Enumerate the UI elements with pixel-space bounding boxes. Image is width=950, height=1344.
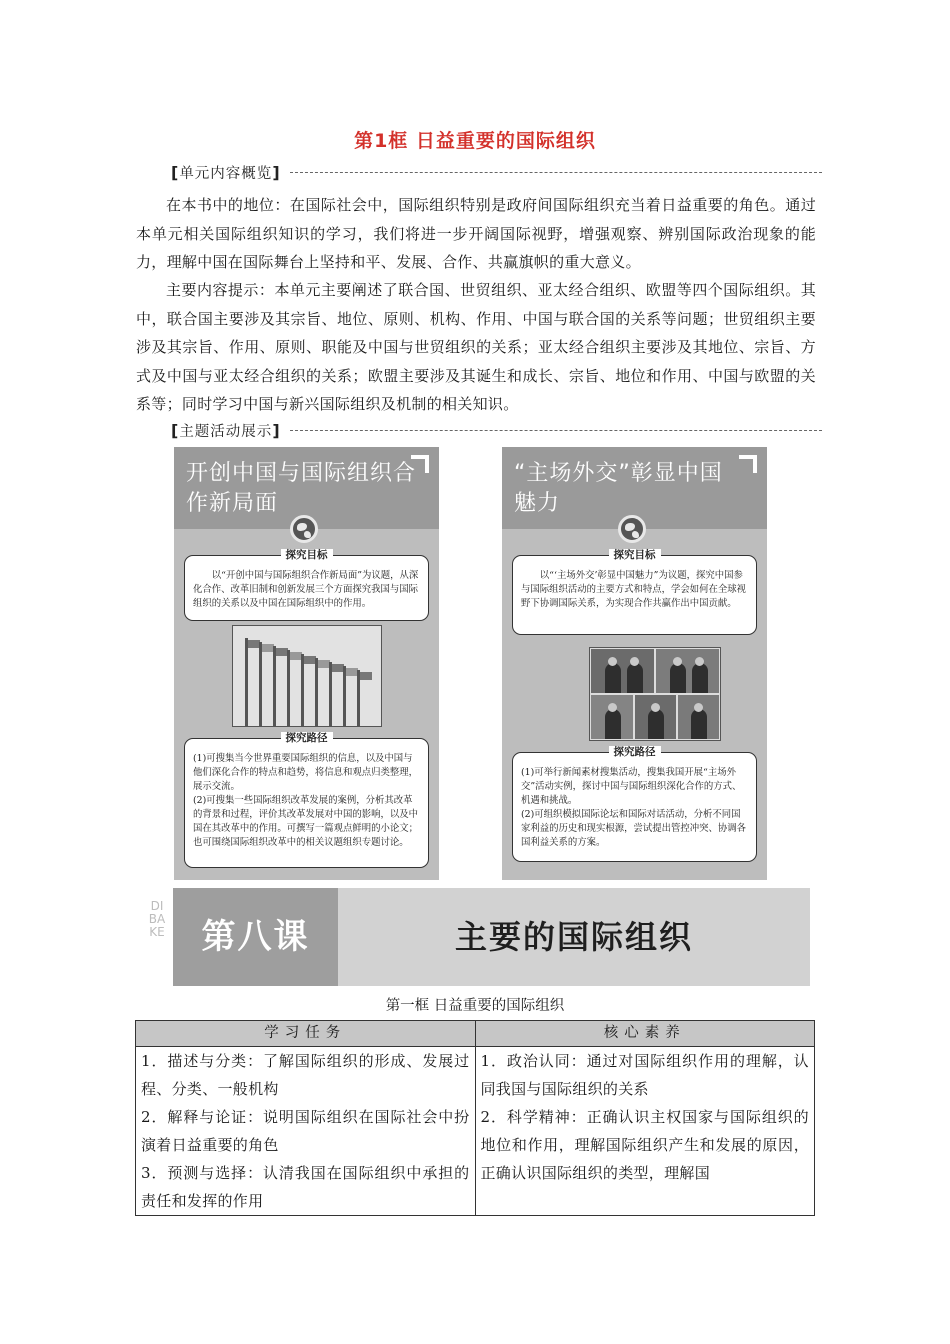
learning-tasks-cell — [136, 1047, 476, 1216]
literacy-item: 2．科学精神：正确认识主权国家与国际组织的地位和作用，理解国际组织产生和发展的原因，正确认识国际组织的类型，理解国 — [480, 1108, 809, 1182]
goal-text: 以“‘主场外交’彰显中国魅力”为议题，探究中国参与国际组织活动的主要方式和特点，学会如何在全球视野下协调国际关系，为实现合作共赢作出中国贡献。 — [521, 570, 747, 609]
activity-panel-2 — [502, 447, 767, 880]
header-core-literacy: 核心素养 — [475, 1021, 815, 1047]
task-item: 1．描述与分类：了解国际组织的形成、发展过程、分类、一般机构 — [141, 1052, 470, 1098]
path-box — [184, 732, 429, 868]
path-item-2: (2)可搜集一些国际组织改革发展的案例，分析其改革的背景和过程，评价其改革发展对中国的影响，以及中国在其改革中的作用。可撰写一篇观点鲜明的小论文；也可围绕国际组织改革中的相关议题组织专题讨论。 — [193, 795, 419, 848]
overview-paragraph-position: 在本书中的地位：在国际社会中，国际组织特别是政府间国际组织充当着日益重要的角色。通过本单元相关国际组织知识的学习，我们将进一步开阔国际视野，增强观察、辨别国际政治现象的能力，理解中国在国际舞台上坚持和平、发展、合作、共赢旗帜的重大意义。 — [136, 196, 816, 271]
flags-photo — [232, 625, 382, 727]
section-tag-label: [主题活动展示] — [171, 420, 281, 440]
dashed-divider — [290, 172, 822, 173]
path-item-1: (1)可举行新闻素材搜集活动，搜集我国开展“主场外交”活动实例，探讨中国与国际组织深化合作的方式、机遇和挑战。 — [521, 767, 742, 806]
task-item: 2．解释与论证：说明国际组织在国际社会中扮演着日益重要的角色 — [141, 1108, 470, 1154]
goal-text: 以“开创中国与国际组织合作新局面”为议题，从深化合作、改革旧制和创新发展三个方面探究我国与国际组织的关系以及中国在国际组织中的作用。 — [193, 570, 419, 609]
goal-box — [512, 549, 757, 635]
path-item-1: (1)可搜集当今世界重要国际组织的信息，以及中国与他们深化合作的特点和趋势，将信息和观点归类整理，展示交流。 — [193, 753, 419, 792]
dashed-divider — [290, 430, 822, 431]
goal-label: 探究目标 — [513, 548, 756, 563]
diplomacy-photo-collage — [589, 647, 721, 741]
tasks-table — [135, 1020, 815, 1216]
panel-heading: “主场外交”彰显中国魅力 — [514, 461, 723, 516]
goal-box — [184, 549, 429, 621]
goal-label: 探究目标 — [185, 548, 428, 563]
path-label: 探究路径 — [513, 745, 756, 760]
lesson-number: 第八课 — [173, 888, 338, 986]
lesson-banner — [141, 888, 810, 986]
banner-side-text: DIBAKE — [148, 899, 166, 939]
literacy-item: 1．政治认同：通过对国际组织作用的理解，认同我国与国际组织的关系 — [480, 1052, 809, 1098]
globe-icon — [618, 515, 646, 543]
path-box — [512, 746, 757, 862]
page-title: 第1框 日益重要的国际组织 — [354, 130, 596, 152]
panel-heading: 开创中国与国际组织合作新局面 — [186, 461, 417, 516]
corner-arrow-icon — [411, 455, 429, 473]
lesson-title: 主要的国际组织 — [454, 918, 693, 956]
section-tag-label: [单元内容概览] — [171, 162, 281, 182]
task-item: 3．预测与选择：认清我国在国际组织中承担的责任和发挥的作用 — [141, 1164, 470, 1210]
path-item-2: (2)可组织模拟国际论坛和国际对话活动，分析不同国家利益的历史和现实根源，尝试提出管控冲突、协调各国利益关系的方案。 — [521, 809, 747, 848]
frame-subtitle: 第一框 日益重要的国际组织 — [385, 998, 565, 1014]
header-learning-tasks: 学习任务 — [136, 1021, 476, 1047]
overview-paragraph-content: 主要内容提示：本单元主要阐述了联合国、世贸组织、亚太经合组织、欧盟等四个国际组织。其中，联合国主要涉及其宗旨、地位、原则、机构、作用、中国与联合国的关系等问题；世贸组织主要涉及其宗旨、作用、原则、职能及中国与世贸组织的关系；亚太经合组织主要涉及其地位、宗旨、方式及中国与亚太经合组织的关系；欧盟主要涉及其诞生和成长、宗旨、地位和作用、中国与欧盟的关系等；同时学习中国与新兴国际组织及机制的相关知识。 — [136, 281, 816, 413]
path-label: 探究路径 — [185, 731, 428, 746]
globe-icon — [290, 515, 318, 543]
corner-arrow-icon — [739, 455, 757, 473]
section-tag-overview — [168, 161, 822, 183]
section-tag-activity — [168, 419, 822, 441]
core-literacy-cell — [475, 1047, 815, 1216]
activity-panel-1 — [174, 447, 439, 880]
